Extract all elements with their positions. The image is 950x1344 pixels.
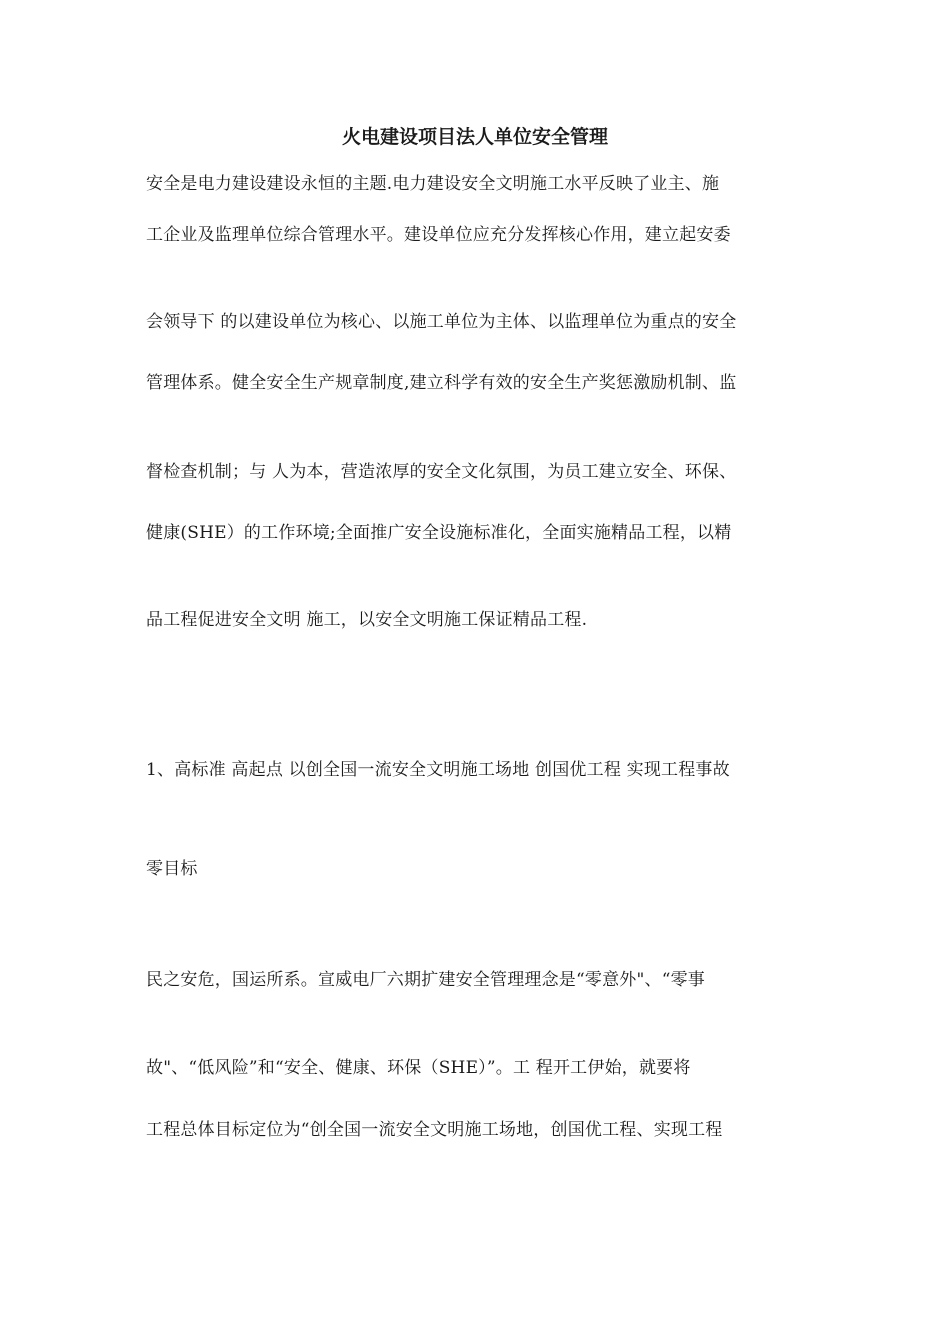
paragraph-line: 会领导下 的以建设单位为核心、以施工单位为主体、以监理单位为重点的安全 <box>146 312 737 332</box>
paragraph-line: 督检查机制；与 人为本，营造浓厚的安全文化氛围，为员工建立安全、环保、 <box>146 462 737 482</box>
paragraph-line: 健康(SHE）的工作环境;全面推广安全设施标准化，全面实施精品工程，以精 <box>146 523 732 543</box>
section-heading-line: 零目标 <box>146 859 198 879</box>
paragraph-line: 管理体系。健全安全生产规章制度,建立科学有效的安全生产奖惩激励机制、监 <box>146 373 737 393</box>
document-title: 火电建设项目法人单位安全管理 <box>341 126 608 148</box>
paragraph-line: 故"、“低风险”和“安全、健康、环保（SHE）”。工 程开工伊始，就要将 <box>146 1058 691 1078</box>
paragraph-line: 品工程促进安全文明 施工，以安全文明施工保证精品工程. <box>146 610 588 630</box>
paragraph-line: 工程总体目标定位为“创全国一流安全文明施工场地，创国优工程、实现工程 <box>146 1120 723 1140</box>
paragraph-line: 民之安危，国运所系。宣威电厂六期扩建安全管理理念是“零意外"、“零事 <box>146 970 705 990</box>
section-heading-line: 1、高标准 高起点 以创全国一流安全文明施工场地 创国优工程 实现工程事故 <box>146 760 730 780</box>
paragraph-line: 工企业及监理单位综合管理水平。建设单位应充分发挥核心作用，建立起安委 <box>146 225 731 245</box>
paragraph-line: 安全是电力建设建设永恒的主题.电力建设安全文明施工水平反映了业主、施 <box>146 174 720 194</box>
